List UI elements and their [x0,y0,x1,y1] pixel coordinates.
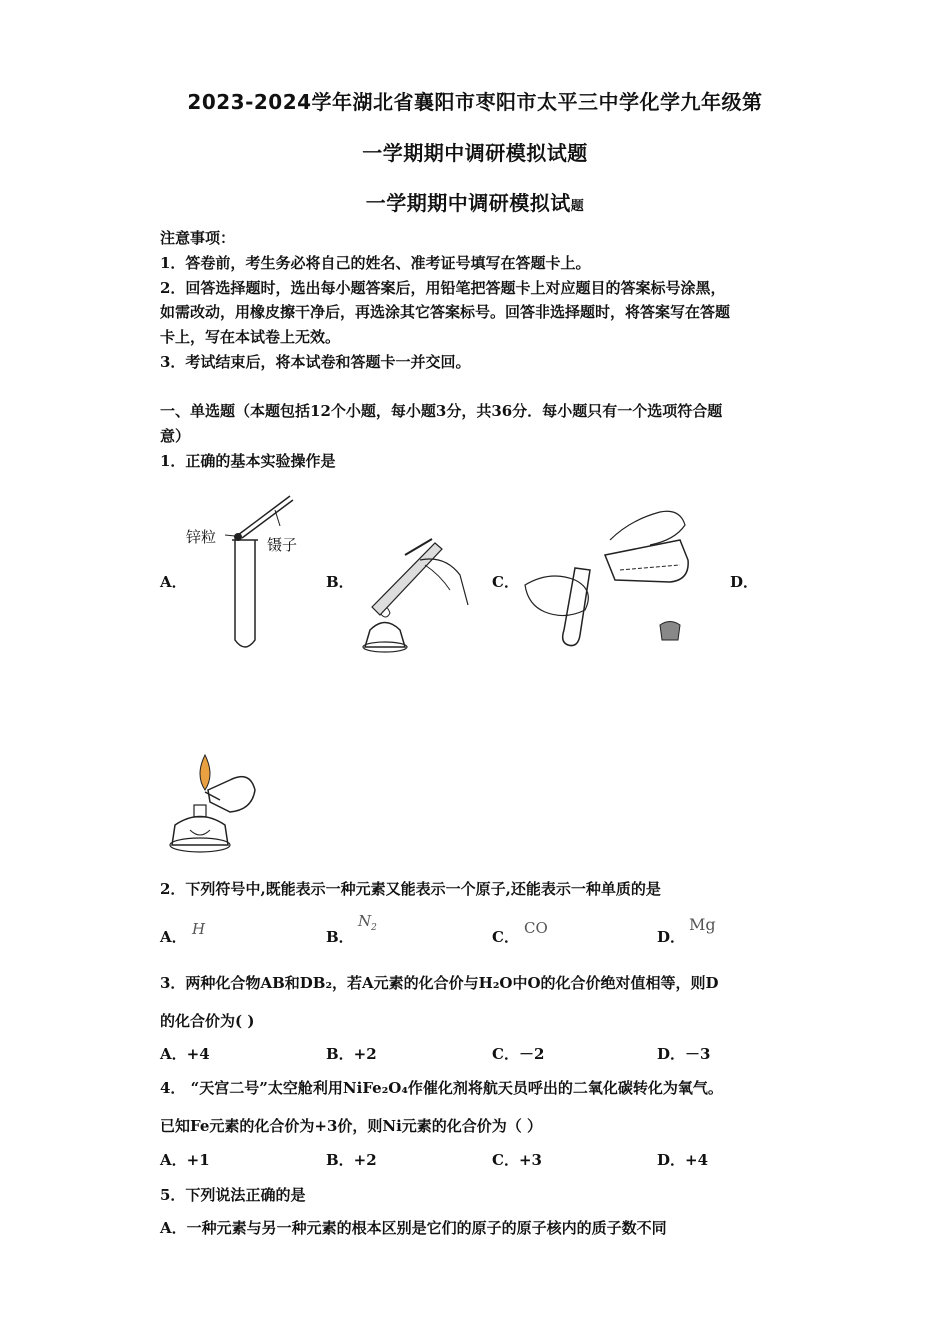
q4-stem-b: 已知Fe元素的化合价为+3价，则Ni元素的化合价为（ ） [160,1117,543,1135]
q1-option-b[interactable]: B． [326,573,354,591]
q3-stem-a: 3．两种化合物AB和DB₂，若A元素的化合价与H₂O中O的化合价绝对值相等，则D [160,974,719,992]
q3-option-d[interactable]: D．－3 [657,1045,711,1063]
notice-item-2c: 卡上，写在本试卷上无效。 [160,328,341,346]
q2-option-b[interactable]: B． [326,928,354,946]
q3-stem-b: 的化合价为( ) [160,1012,255,1030]
q4-option-c[interactable]: C．+3 [492,1151,542,1169]
fig-c-pouring-illustration [520,500,700,655]
notice-heading: 注意事项： [160,229,236,247]
q4-option-d[interactable]: D．+4 [657,1151,709,1169]
notice-item-1: 1．答卷前，考生务必将自己的姓名、准考证号填写在答题卡上。 [160,254,591,272]
q3-option-c[interactable]: C．－2 [492,1045,545,1063]
notice-item-3: 3．考试结束后，将本试卷和答题卡一并交回。 [160,353,471,371]
q2-option-a-value: H [192,920,206,938]
q4-option-a[interactable]: A．+1 [160,1151,210,1169]
fig-a-test-tube-illustration [180,490,310,655]
page-subtitle-repeat: 一学期期中调研模拟试题 [365,191,585,215]
q5-option-a[interactable]: A．一种元素与另一种元素的根本区别是它们的原子的原子核内的质子数不同 [160,1219,667,1237]
q5-stem: 5．下列说法正确的是 [160,1186,306,1204]
fig-a-label-zinc: 锌粒 [186,528,217,546]
notice-item-2a: 2．回答选择题时，选出每小题答案后，用铅笔把答题卡上对应题目的答案标号涂黑， [160,279,726,297]
q2-option-d-value: Mg [689,915,716,934]
page-title: 2023-2024学年湖北省襄阳市枣阳市太平三中学化学九年级第 [187,90,763,114]
q1-option-c[interactable]: C． [492,573,519,591]
q1-option-d[interactable]: D． [730,573,759,591]
q2-option-a[interactable]: A． [160,928,187,946]
q2-option-b-value: $N_2$ [358,912,377,933]
q2-stem: 2．下列符号中,既能表示一种元素又能表示一个原子,还能表示一种单质的是 [160,880,661,898]
q3-option-a[interactable]: A．+4 [160,1045,210,1063]
q2-option-c[interactable]: C． [492,928,519,946]
q2-option-c-value: CO [524,919,548,937]
notice-item-2b: 如需改动，用橡皮擦干净后，再选涂其它答案标号。回答非选择题时，将答案写在答题 [160,303,731,321]
section-heading-b: 意） [160,427,191,445]
fig-a-label-tweezers: 镊子 [267,536,298,554]
section-heading-a: 一、单选题（本题包括12个小题，每小题3分，共36分．每小题只有一个选项符合题 [160,402,723,420]
page-subtitle: 一学期期中调研模拟试题 [362,141,588,165]
q4-stem-a: 4． “天宫二号”太空舱利用NiFe₂O₄作催化剂将航天员呼出的二氧化碳转化为氧气。 [160,1079,723,1097]
q1-stem: 1．正确的基本实验操作是 [160,452,336,470]
q2-option-d[interactable]: D． [657,928,686,946]
q1-option-a[interactable]: A． [160,573,187,591]
q3-option-b[interactable]: B．+2 [326,1045,377,1063]
fig-b-heating-illustration [350,535,480,655]
fig-d-lamp-illustration [160,750,270,860]
q4-option-b[interactable]: B．+2 [326,1151,377,1169]
